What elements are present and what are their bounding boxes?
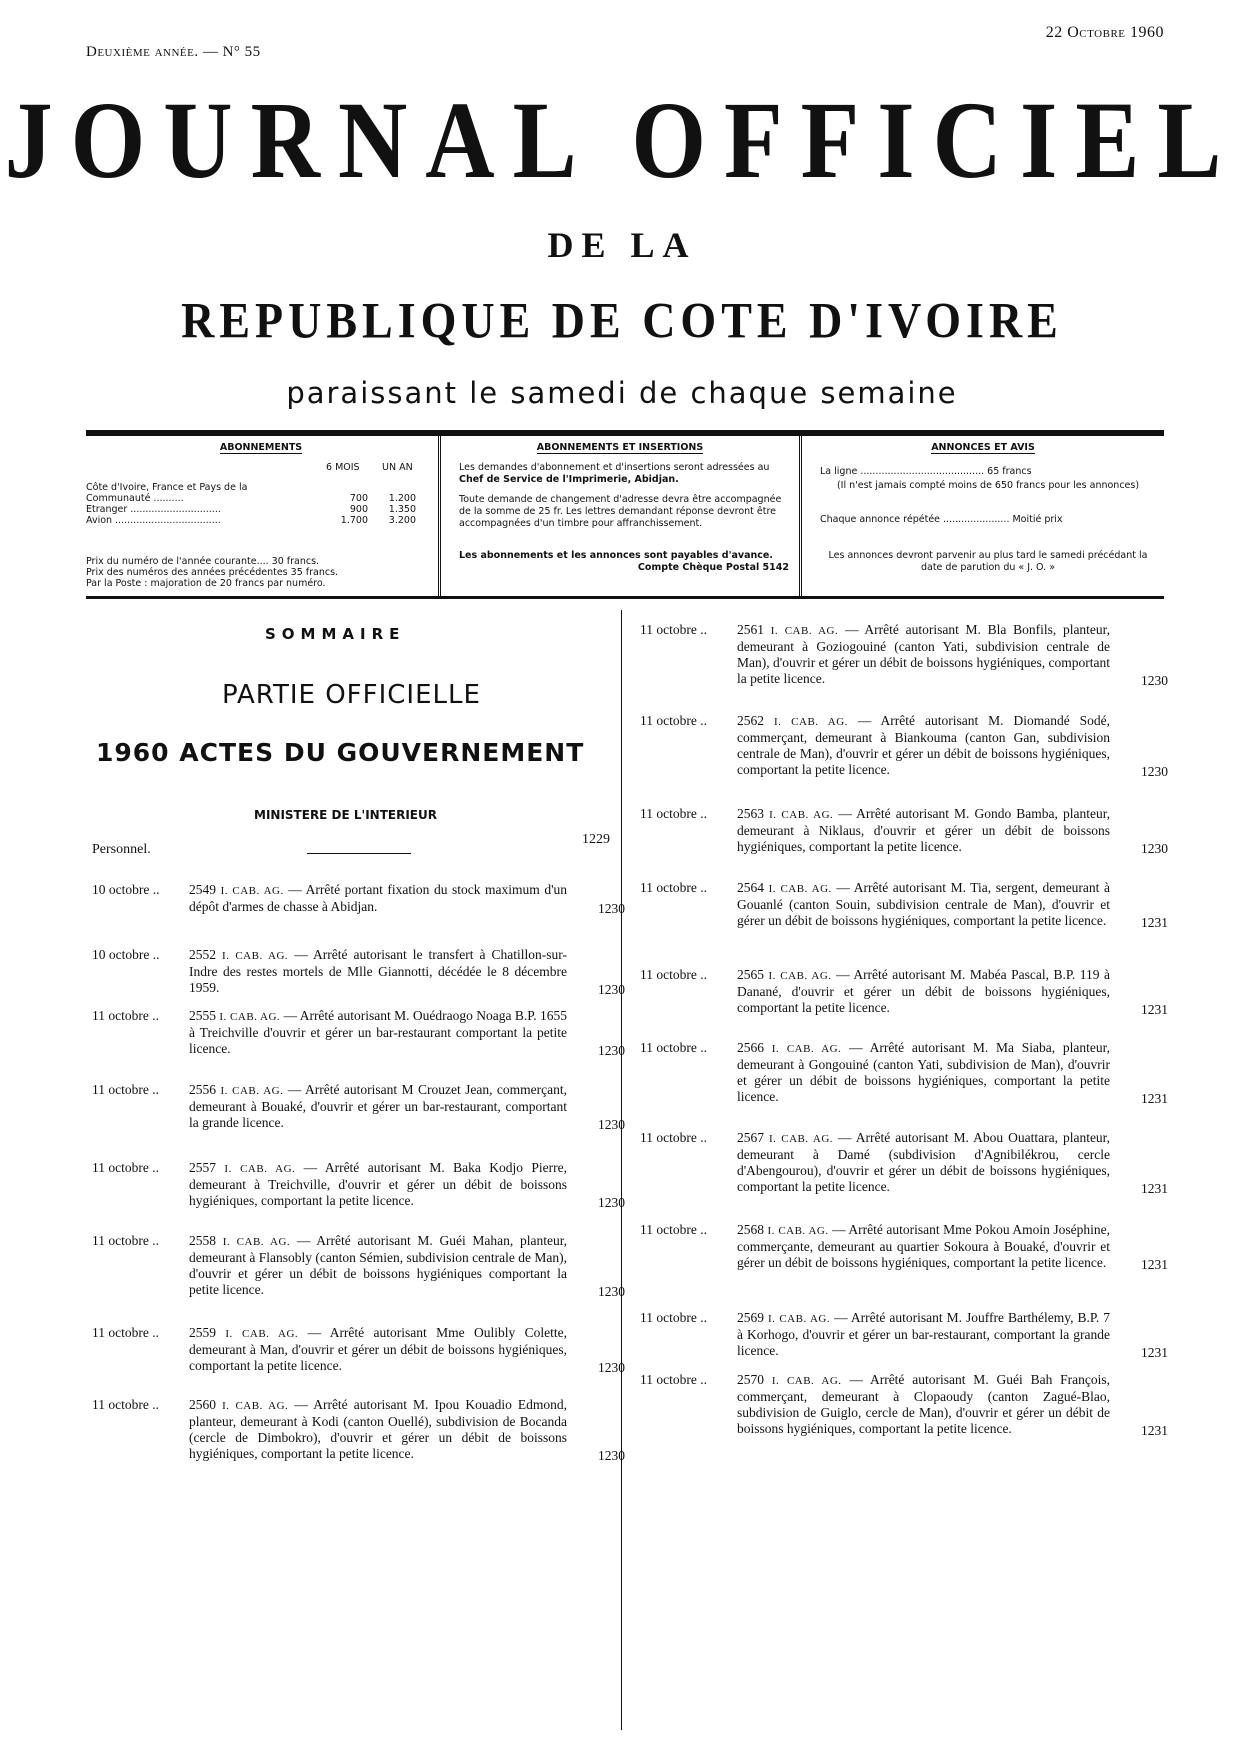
entry-text — [189, 1397, 567, 1462]
annonces-heading: ANNONCES ET AVIS — [931, 442, 1035, 453]
entry-text — [737, 880, 1110, 929]
entry-ref: 2559 — [189, 1325, 216, 1340]
entry-code: I. CAB. AG. — [222, 1236, 291, 1248]
partie-officielle-heading: PARTIE OFFICIELLE — [222, 680, 481, 710]
entry-date: 11 octobre .. — [92, 1008, 159, 1023]
col-un-an: UN AN — [382, 462, 413, 473]
entry-text — [737, 1372, 1110, 1437]
annonce-ligne: La ligne ......................................... 65 francs — [820, 466, 1032, 477]
entry-code: I. CAB. AG. — [768, 883, 832, 895]
abonnement-row — [86, 515, 436, 527]
row-label: Etranger .............................. — [86, 504, 221, 515]
entry-code: I. CAB. AG. — [224, 1163, 296, 1175]
entry-date: 11 octobre .. — [92, 1233, 159, 1248]
entry-code: I. CAB. AG. — [222, 950, 289, 962]
abonnement-row — [86, 482, 436, 504]
entry-code: I. CAB. AG. — [771, 1043, 842, 1055]
price-note: Par la Poste : majoration de 20 francs par numéro. — [86, 578, 326, 589]
entry-page-number: 1231 — [1141, 1181, 1168, 1196]
entry-page-number: 1230 — [598, 1448, 625, 1463]
entry-text — [189, 1325, 567, 1374]
entry-ref: 2552 — [189, 947, 216, 962]
entry-date: 11 octobre .. — [640, 880, 707, 895]
masthead-subtitle: paraissant le samedi de chaque semaine — [286, 376, 958, 410]
entry-ref: 2567 — [737, 1130, 764, 1145]
entry-text — [737, 806, 1110, 855]
compte-cheque: Compte Chèque Postal 5142 — [637, 562, 789, 573]
entry-body: — Arrêté autorisant M Crouzet Jean, commerçant, demeurant à Bouaké, d'ouvrir et gérer un bar-restaurant, comportant la grande licence. — [189, 1082, 568, 1130]
entry-text — [189, 882, 567, 915]
sommaire-heading: SOMMAIRE — [265, 625, 406, 643]
entry-date: 11 octobre .. — [92, 1325, 159, 1340]
entry-ref: 2563 — [737, 806, 764, 821]
entry-page-number: 1230 — [598, 901, 625, 916]
entry-page-number: 1230 — [598, 1043, 625, 1058]
abonnements-insertions-column — [438, 436, 802, 596]
entry-text — [189, 947, 567, 996]
insertions-paragraph-1 — [459, 462, 791, 486]
entry-text — [737, 1040, 1110, 1105]
row-6-mois: 1.700 — [340, 515, 368, 526]
entry-ref: 2565 — [737, 967, 764, 982]
entry-ref: 2561 — [737, 622, 764, 637]
annonces-column — [802, 436, 1164, 596]
column-divider — [621, 610, 622, 1730]
entry-body: — Arrêté autorisant M. Tia, sergent, demeurant à Gouanlé (canton Souin, subdivision centrale de Man), d'ouvrir et gérer un débit de boissons hygiéniques, comportant la petite licence. — [737, 880, 1110, 928]
entry-page-number: 1231 — [1141, 1002, 1168, 1017]
personnel-label: Personnel. — [92, 842, 151, 857]
subscription-box — [86, 430, 1164, 599]
entry-text — [737, 967, 1110, 1016]
entry-code: I. CAB. AG. — [770, 625, 839, 637]
insertions-paragraph-3: Les abonnements et les annonces sont payables d'avance. — [459, 550, 773, 561]
entry-code: I. CAB. AG. — [222, 1400, 289, 1412]
issue-date: 22 Octobre 1960 — [1045, 24, 1164, 41]
insertions-text: Les demandes d'abonnement et d'insertions seront adressées au — [459, 462, 770, 473]
entry-code: I. CAB. AG. — [768, 1313, 831, 1325]
entry-date: 11 octobre .. — [640, 622, 707, 637]
entry-ref: 2568 — [737, 1222, 764, 1237]
row-un-an: 1.350 — [388, 504, 416, 515]
entry-ref: 2570 — [737, 1372, 764, 1387]
insertions-address: Chef de Service de l'Imprimerie, Abidjan. — [459, 474, 679, 485]
entry-code: I. CAB. AG. — [769, 809, 834, 821]
annonce-deadline: Les annonces devront parvenir au plus tard le samedi précédant la date de parution du « J. O. » — [828, 550, 1148, 573]
entry-ref: 2562 — [737, 713, 764, 728]
price-notes — [86, 556, 338, 589]
masthead-de-la: DE LA — [547, 225, 697, 265]
entry-page-number: 1231 — [1141, 1345, 1168, 1360]
entry-date: 11 octobre .. — [640, 967, 707, 982]
entry-body: — Arrêté autorisant Mme Pokou Amoin Joséphine, commerçante, demeurant au quartier Sokoura à Bouaké, d'ouvrir et gérer un débit de boissons hygiéniques, comportant la petite licence. — [737, 1222, 1111, 1270]
abonnements-heading: ABONNEMENTS — [219, 442, 303, 453]
entry-page-number: 1230 — [1141, 764, 1168, 779]
entry-date: 11 octobre .. — [640, 1310, 707, 1325]
abonnements-column — [86, 436, 436, 596]
entry-page-number: 1231 — [1141, 1423, 1168, 1438]
entry-page-number: 1231 — [1141, 915, 1168, 930]
entry-date: 11 octobre .. — [640, 1222, 707, 1237]
entry-page-number: 1231 — [1141, 1091, 1168, 1106]
price-note: Prix des numéros des années précédentes 35 francs. — [86, 567, 339, 578]
price-note: Prix du numéro de l'année courante.... 30 francs. — [86, 556, 320, 567]
insertions-paragraph-2: Toute demande de changement d'adresse devra être accompagnée de la somme de 25 fr. Les lettres demandant réponse devront être accompagnées d'un timbre pour affranchissement. — [459, 494, 782, 529]
entry-text — [189, 1233, 567, 1298]
entry-code: I. CAB. AG. — [220, 1085, 284, 1097]
personnel-page-number: 1229 — [582, 832, 610, 847]
entry-page-number: 1230 — [1141, 841, 1168, 856]
entry-text — [737, 1222, 1110, 1271]
entry-page-number: 1230 — [598, 1117, 625, 1132]
entry-body: — Arrêté autorisant M. Guéi Bah François, commerçant, demeurant à Clopaoudy (canton Zagué-Blao, subdivision de Guiglo, cercle de Man), d'ouvrir et gérer un débit de boissons hygiéniques, comportant la petite licence. — [737, 1372, 1111, 1436]
entry-page-number: 1230 — [1141, 673, 1168, 688]
entry-text — [737, 713, 1110, 778]
entry-text — [737, 1310, 1110, 1359]
row-label: Avion ................................... — [86, 515, 221, 526]
entry-date: 11 octobre .. — [92, 1397, 159, 1412]
entry-date: 11 octobre .. — [640, 1130, 707, 1145]
entry-ref: 2564 — [737, 880, 764, 895]
entry-date: 10 octobre .. — [92, 882, 160, 897]
entry-body: — Arrêté autorisant M. Ma Siaba, planteur, demeurant à Gongouiné (canton Yati, subdivision de Man), d'ouvrir et gérer un débit de boissons hygiéniques, comportant la petite licence. — [737, 1040, 1110, 1104]
entry-ref: 2560 — [189, 1397, 216, 1412]
entry-body: — Arrêté autorisant M. Baka Kodjo Pierre, demeurant à Treichville, d'ouvrir et gérer un débit de boissons hygiéniques, comportant la petite licence. — [189, 1160, 568, 1208]
row-6-mois: 900 — [349, 504, 368, 515]
entry-code: I. CAB. AG. — [771, 1375, 842, 1387]
entry-body: — Arrêté autorisant Mme Oulibly Colette, demeurant à Man, d'ouvrir et gérer un débit de boissons hygiéniques, comportant la petite licence. — [189, 1325, 567, 1373]
entry-text — [189, 1082, 567, 1131]
row-label: Côte d'Ivoire, France et Pays de la Communauté .......... — [86, 482, 248, 504]
entry-body: — Arrêté autorisant M. Jouffre Barthélemy, B.P. 7 à Korhogo, d'ouvrir et gérer un bar-restaurant, comportant la grande licence. — [737, 1310, 1111, 1358]
entry-date: 10 octobre .. — [92, 947, 160, 962]
entry-date: 11 octobre .. — [92, 1160, 159, 1175]
entry-body: — Arrêté autorisant M. Guéi Mahan, planteur, demeurant à Flansobly (canton Sémien, subdivision centrale de Man), d'ouvrir et gérer un débit de boissons hygiéniques comportant la petite licence. — [189, 1233, 568, 1297]
entry-date: 11 octobre .. — [640, 806, 707, 821]
issue-number: Deuxième année. — N° 55 — [86, 44, 261, 60]
entry-text — [189, 1008, 567, 1057]
entry-body: — Arrêté autorisant M. Bla Bonfils, planteur, demeurant à Goziogouiné (canton Yati, subdivision centrale de Man), d'ouvrir et gérer un débit de boissons hygiéniques, comportant la petite licence. — [737, 622, 1111, 686]
entry-text — [189, 1160, 567, 1209]
entry-page-number: 1230 — [598, 1195, 625, 1210]
row-un-an: 3.200 — [388, 515, 416, 526]
entry-ref: 2558 — [189, 1233, 216, 1248]
entry-date: 11 octobre .. — [640, 1372, 707, 1387]
entry-page-number: 1230 — [598, 1360, 625, 1375]
entry-code: I. CAB. AG. — [773, 716, 848, 728]
abonnements-insertions-heading: ABONNEMENTS ET INSERTIONS — [536, 442, 704, 453]
entry-body: — Arrêté autorisant M. Ipou Kouadio Edmond, planteur, demeurant à Kodi (canton Ouellé), subdivision de Bocanda (cercle de Dimbokro), d'ouvrir et gérer un débit de boissons hygiéniques, comportant la petite licence. — [189, 1397, 568, 1461]
entry-date: 11 octobre .. — [640, 713, 707, 728]
entry-code: I. CAB. AG. — [225, 1328, 299, 1340]
entry-text — [737, 622, 1110, 687]
entry-ref: 2566 — [737, 1040, 764, 1055]
masthead-title: JOURNAL OFFICIEL — [4, 77, 1240, 201]
row-un-an: 1.200 — [388, 493, 416, 504]
entry-code: I. CAB. AG. — [219, 1011, 281, 1023]
entry-body: — Arrêté portant fixation du stock maximum d'un dépôt d'armes de chasse à Abidjan. — [189, 882, 568, 914]
entry-code: I. CAB. AG. — [769, 1133, 834, 1145]
entry-date: 11 octobre .. — [92, 1082, 159, 1097]
section-rule — [307, 853, 411, 854]
entry-date: 11 octobre .. — [640, 1040, 707, 1055]
row-6-mois: 700 — [349, 493, 368, 504]
entry-ref: 2549 — [189, 882, 216, 897]
masthead-republic: REPUBLIQUE DE COTE D'IVOIRE — [181, 292, 1063, 349]
entry-code: I. CAB. AG. — [767, 1225, 829, 1237]
entry-text — [737, 1130, 1110, 1195]
annonce-ligne-note: (Il n'est jamais compté moins de 650 francs pour les annonces) — [836, 480, 1140, 491]
annonce-repetee: Chaque annonce répétée ...................... Moitié prix — [820, 514, 1063, 525]
ministere-heading: MINISTERE DE L'INTERIEUR — [254, 808, 437, 822]
entry-body: — Arrêté autorisant M. Ouédraogo Noaga B.P. 1655 à Treichville d'ouvrir et gérer un bar-restaurant comportant la petite licence. — [189, 1008, 568, 1056]
entry-page-number: 1230 — [598, 1284, 625, 1299]
entry-code: I. CAB. AG. — [768, 970, 832, 982]
entry-body: — Arrêté autorisant M. Abou Ouattara, planteur, demeurant à Damé (subdivision d'Agnibilékrou, cercle d'Abengourou), d'ouvrir et gérer un débit de boissons hygiéniques, comportant la petite licence. — [737, 1130, 1111, 1194]
col-6-mois: 6 MOIS — [326, 462, 360, 473]
entry-ref: 2556 — [189, 1082, 216, 1097]
entry-ref: 2557 — [189, 1160, 216, 1175]
entry-ref: 2555 — [189, 1008, 216, 1023]
entry-code: I. CAB. AG. — [220, 885, 284, 897]
entry-page-number: 1231 — [1141, 1257, 1168, 1272]
entry-body: — Arrêté autorisant le transfert à Chatillon-sur-Indre des restes mortels de Mlle Giannotti, décédée le 8 décembre 1959. — [189, 947, 568, 995]
entry-body: — Arrêté autorisant M. Gondo Bamba, planteur, demeurant à Niklaus, d'ouvrir et gérer un débit de boissons hygiéniques, comportant la petite licence. — [737, 806, 1111, 854]
entry-ref: 2569 — [737, 1310, 764, 1325]
entry-body: — Arrêté autorisant M. Mabéa Pascal, B.P. 119 à Danané, d'ouvrir et gérer un débit de boissons hygiéniques, comportant la petite licence. — [737, 967, 1110, 1015]
actes-heading: 1960 ACTES DU GOUVERNEMENT — [96, 738, 585, 767]
entry-body: — Arrêté autorisant M. Diomandé Sodé, commerçant, demeurant à Biankouma (canton Gan, subdivision centrale de Man), d'ouvrir et gérer un débit de boissons hygiéniques, comportant la petite licence. — [737, 713, 1111, 777]
entry-page-number: 1230 — [598, 982, 625, 997]
